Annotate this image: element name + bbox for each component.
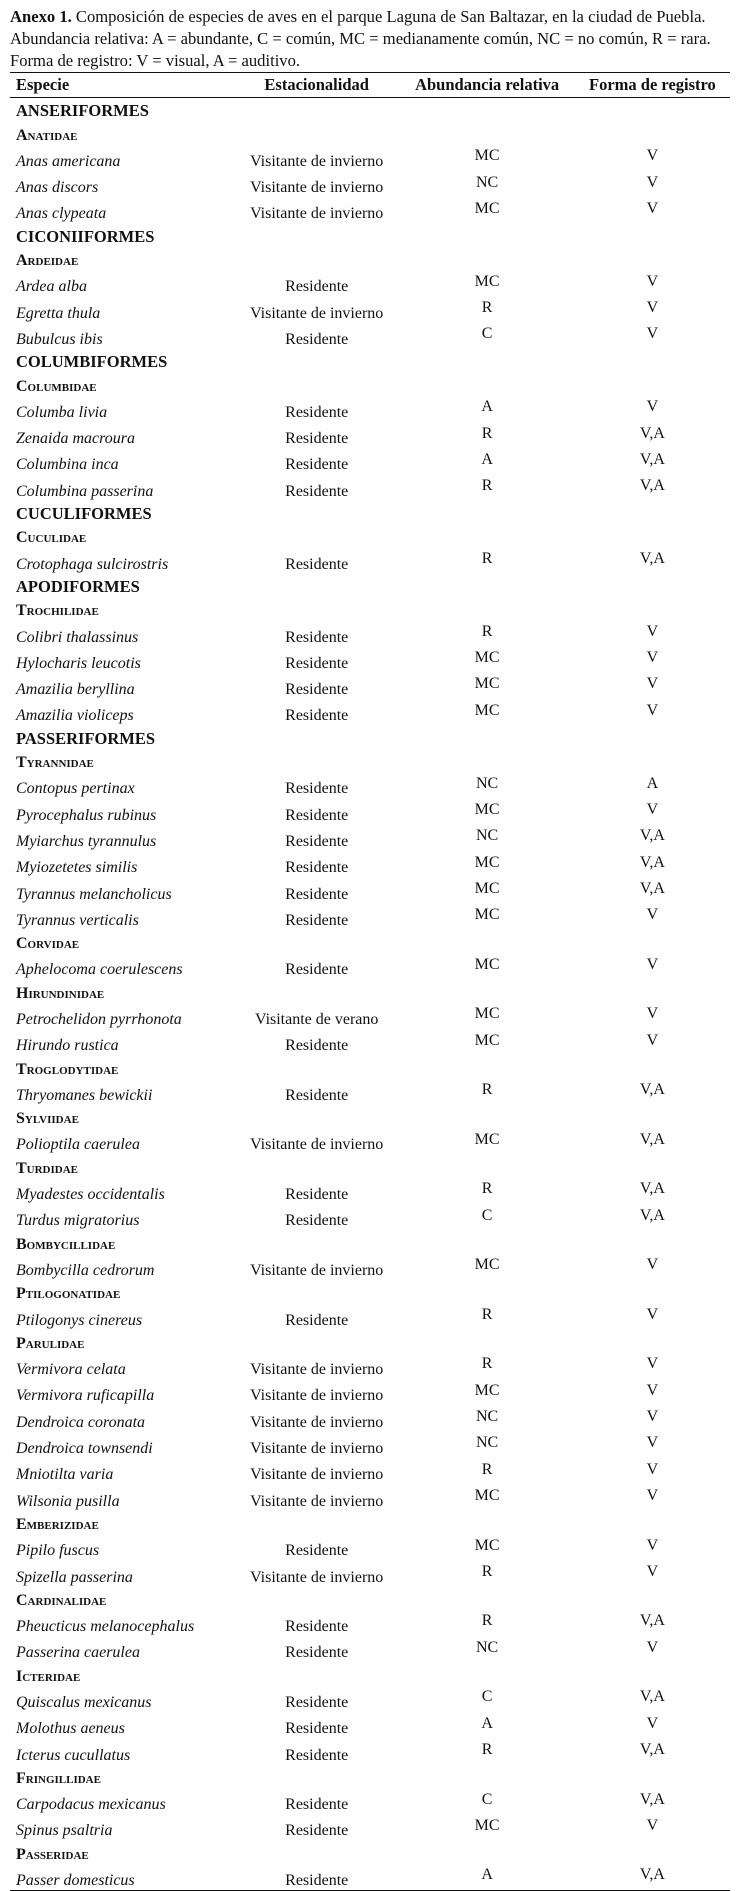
family-row xyxy=(10,372,730,395)
abundance: NC xyxy=(476,774,499,792)
abundance: R xyxy=(481,549,493,567)
seasonality: Residente xyxy=(285,1746,349,1764)
order-name: CUCULIFORMES xyxy=(16,504,152,524)
species-row xyxy=(10,798,730,824)
record-form: V xyxy=(646,955,659,973)
record-form: V,A xyxy=(639,1688,665,1706)
family-name: Tyrannidae xyxy=(16,754,94,772)
abundance: MC xyxy=(474,1005,500,1023)
abundance: C xyxy=(481,1206,493,1224)
seasonality: Residente xyxy=(285,1086,349,1104)
seasonality: Residente xyxy=(285,911,349,929)
species-name: Amazilia violiceps xyxy=(16,707,134,725)
species-name: Vermivora ruficapilla xyxy=(16,1387,155,1405)
family-name: Emberizidae xyxy=(16,1515,99,1533)
species-row xyxy=(10,953,730,979)
abundance: MC xyxy=(474,1256,500,1274)
family-name: Ptilogonatidae xyxy=(16,1285,121,1303)
seasonality: Visitante de invierno xyxy=(250,1361,384,1379)
species-table xyxy=(10,72,730,1891)
seasonality: Visitante de invierno xyxy=(250,1492,384,1510)
seasonality: Visitante de invierno xyxy=(250,1261,384,1279)
record-form: V xyxy=(646,906,659,924)
caption-text: Composición de especies de aves en el parque Laguna de San Baltazar, en la ciudad de Puebla. Abundancia relativa: A = abundante, C = común, MC = medianamente común, NC = no común, R = rara. Forma de registro: V = visual, A = auditivo. xyxy=(10,7,711,70)
species-row xyxy=(10,1712,730,1738)
species-name: Polioptila caerulea xyxy=(16,1136,140,1154)
abundance: R xyxy=(481,1081,493,1099)
record-form: V xyxy=(646,1256,659,1274)
species-row xyxy=(10,1788,730,1814)
species-row xyxy=(10,1405,730,1431)
species-name: Columba livia xyxy=(16,403,108,421)
header-estacionalidad: Estacionalidad xyxy=(228,73,399,98)
order-name: COLUMBIFORMES xyxy=(16,352,168,372)
abundance: A xyxy=(481,398,493,416)
family-name: Cardinalidae xyxy=(16,1591,107,1609)
species-row xyxy=(10,1204,730,1230)
family-name: Hirundinidae xyxy=(16,984,105,1002)
family-row xyxy=(10,524,730,547)
family-row xyxy=(10,1154,730,1177)
seasonality: Visitante de invierno xyxy=(250,1387,384,1405)
species-row xyxy=(10,1003,730,1029)
species-name: Dendroica townsendi xyxy=(16,1440,153,1458)
species-row xyxy=(10,1128,730,1154)
abundance: C xyxy=(481,325,493,343)
family-name: Trochilidae xyxy=(16,602,99,620)
abundance: MC xyxy=(474,649,500,667)
species-name: Quiscalus mexicanus xyxy=(16,1694,152,1711)
seasonality: Residente xyxy=(285,278,349,296)
species-name: Myiarchus tyrannulus xyxy=(16,832,157,850)
species-row xyxy=(10,323,730,349)
order-name: APODIFORMES xyxy=(16,576,140,596)
species-row xyxy=(10,547,730,573)
record-form: V xyxy=(646,1816,659,1834)
record-form: V,A xyxy=(639,1740,665,1758)
seasonality: Residente xyxy=(285,330,349,348)
species-row xyxy=(10,877,730,903)
species-name: Petrochelidon pyrrhonota xyxy=(16,1010,182,1028)
record-form: V xyxy=(646,147,659,165)
record-form: V,A xyxy=(639,424,665,442)
abundance: MC xyxy=(474,199,500,217)
record-form: V,A xyxy=(639,1206,665,1224)
species-name: Spinus psaltria xyxy=(16,1822,113,1840)
species-name: Anas americana xyxy=(16,152,121,170)
seasonality: Residente xyxy=(285,1694,349,1711)
species-name: Anas discors xyxy=(16,179,99,197)
abundance: R xyxy=(481,477,493,495)
family-name: Turdidae xyxy=(16,1159,79,1177)
species-name: Amazilia beryllina xyxy=(16,681,135,699)
species-name: Crotophaga sulcirostris xyxy=(16,555,169,573)
record-form: V xyxy=(646,1031,659,1049)
species-row xyxy=(10,171,730,197)
seasonality: Residente xyxy=(285,1311,349,1329)
abundance: MC xyxy=(474,1536,500,1554)
species-name: Zenaida macroura xyxy=(16,430,135,448)
family-name: Ardeidae xyxy=(16,252,79,270)
abundance: MC xyxy=(474,853,500,871)
species-name: Bombycilla cedrorum xyxy=(16,1261,155,1279)
header-especie: Especie xyxy=(10,73,228,98)
family-name: Columbidae xyxy=(16,377,97,395)
seasonality: Residente xyxy=(285,403,349,421)
record-form: V,A xyxy=(639,1130,665,1148)
abundance: C xyxy=(481,1688,493,1706)
record-form: V,A xyxy=(639,879,665,897)
family-name: Fringillidae xyxy=(16,1769,101,1787)
species-name: Columbina passerina xyxy=(16,482,154,500)
record-form: V xyxy=(646,1434,659,1452)
species-row xyxy=(10,145,730,171)
record-form: V,A xyxy=(639,1180,665,1198)
family-row xyxy=(10,930,730,953)
record-form: V,A xyxy=(569,1864,730,1891)
abundance: A xyxy=(481,1714,493,1732)
species-row xyxy=(10,1178,730,1204)
seasonality: Visitante de verano xyxy=(254,1010,379,1028)
species-row xyxy=(10,1079,730,1105)
family-row xyxy=(10,1280,730,1303)
family-name: Parulidae xyxy=(16,1334,85,1352)
species-row xyxy=(10,1738,730,1764)
record-form: V,A xyxy=(639,1612,665,1630)
species-name: Anas clypeata xyxy=(16,205,107,223)
header-forma-registro: Forma de registro xyxy=(569,73,730,98)
seasonality: Residente xyxy=(285,885,349,903)
species-name: Carpodacus mexicanus xyxy=(16,1796,166,1814)
species-row xyxy=(10,1303,730,1329)
species-name: Passer domesticus xyxy=(10,1864,228,1891)
family-row xyxy=(10,1055,730,1078)
order-name: ANSERIFORMES xyxy=(16,101,149,121)
family-row xyxy=(10,749,730,772)
seasonality: Visitante de invierno xyxy=(250,1568,384,1586)
seasonality: Residente xyxy=(285,707,349,725)
record-form: V xyxy=(646,1486,659,1504)
order-name: PASSERIFORMES xyxy=(16,728,156,748)
species-name: Thryomanes bewickii xyxy=(16,1086,153,1104)
seasonality: Residente xyxy=(285,1212,349,1230)
abundance: MC xyxy=(474,1486,500,1504)
species-name: Bubulcus ibis xyxy=(16,330,103,348)
species-name: Passerina caerulea xyxy=(16,1644,140,1662)
seasonality: Residente xyxy=(285,859,349,877)
abundance: R xyxy=(481,1562,493,1580)
species-name: Vermivora celata xyxy=(16,1361,126,1379)
record-form: V xyxy=(646,649,659,667)
seasonality: Residente xyxy=(285,1796,349,1814)
seasonality: Visitante de invierno xyxy=(250,205,384,223)
abundance: MC xyxy=(474,1130,500,1148)
family-row xyxy=(10,1105,730,1128)
family-row xyxy=(10,1587,730,1610)
species-row xyxy=(10,1254,730,1280)
species-row xyxy=(10,1560,730,1586)
record-form: V xyxy=(646,1381,659,1399)
seasonality: Visitante de invierno xyxy=(250,1136,384,1154)
record-form: V,A xyxy=(639,477,665,495)
header-row xyxy=(10,73,730,98)
seasonality: Residente xyxy=(285,806,349,824)
family-row xyxy=(10,1840,730,1863)
family-name: Anatidae xyxy=(16,126,78,144)
seasonality: Visitante de invierno xyxy=(250,152,384,170)
species-row xyxy=(10,825,730,851)
record-form: A xyxy=(646,774,659,792)
species-row xyxy=(10,1432,730,1458)
record-form: V xyxy=(646,1460,659,1478)
species-name: Contopus pertinax xyxy=(16,780,135,798)
record-form: V,A xyxy=(639,450,665,468)
abundance: NC xyxy=(476,173,499,191)
abundance: MC xyxy=(474,1381,500,1399)
family-row xyxy=(10,1511,730,1534)
abundance: R xyxy=(481,1740,493,1758)
family-row xyxy=(10,1662,730,1685)
species-row xyxy=(10,1353,730,1379)
abundance: R xyxy=(481,1612,493,1630)
seasonality: Residente xyxy=(228,1864,399,1891)
species-row xyxy=(10,1484,730,1510)
species-name: Icterus cucullatus xyxy=(16,1746,131,1764)
species-row xyxy=(10,1864,730,1891)
seasonality: Residente xyxy=(285,1644,349,1662)
abundance: MC xyxy=(474,955,500,973)
abundance: MC xyxy=(474,906,500,924)
family-row xyxy=(10,597,730,620)
seasonality: Residente xyxy=(285,654,349,672)
record-form: V,A xyxy=(639,1790,665,1808)
species-row xyxy=(10,474,730,500)
species-row xyxy=(10,1686,730,1712)
species-row xyxy=(10,904,730,930)
seasonality: Residente xyxy=(285,1618,349,1636)
family-row xyxy=(10,1765,730,1788)
species-row xyxy=(10,1610,730,1636)
seasonality: Residente xyxy=(285,628,349,646)
species-name: Ardea alba xyxy=(16,278,87,296)
species-row xyxy=(10,1534,730,1560)
family-row xyxy=(10,121,730,144)
header-abundancia: Abundancia relativa xyxy=(399,73,568,98)
species-name: Ptilogonys cinereus xyxy=(16,1311,143,1329)
species-row xyxy=(10,851,730,877)
family-row xyxy=(10,247,730,270)
abundance: R xyxy=(481,622,493,640)
family-name: Icteridae xyxy=(16,1667,81,1685)
species-row xyxy=(10,1814,730,1840)
species-name: Molothus aeneus xyxy=(16,1720,125,1738)
seasonality: Residente xyxy=(285,1720,349,1738)
species-name: Spizella passerina xyxy=(16,1568,133,1586)
record-form: V xyxy=(646,1714,659,1732)
table-caption xyxy=(10,6,728,72)
seasonality: Residente xyxy=(285,1542,349,1560)
seasonality: Residente xyxy=(285,961,349,979)
species-name: Turdus migratorius xyxy=(16,1212,140,1230)
seasonality: Residente xyxy=(285,1822,349,1840)
species-row xyxy=(10,1458,730,1484)
order-row xyxy=(10,98,730,122)
family-name: Bombycillidae xyxy=(16,1235,116,1253)
record-form: V xyxy=(646,1305,659,1323)
species-row xyxy=(10,1029,730,1055)
seasonality: Residente xyxy=(285,555,349,573)
record-form: V xyxy=(646,325,659,343)
species-name: Colibri thalassinus xyxy=(16,628,139,646)
species-name: Egretta thula xyxy=(16,304,101,322)
family-row xyxy=(10,1330,730,1353)
seasonality: Visitante de invierno xyxy=(250,1413,384,1431)
record-form: V xyxy=(646,1536,659,1554)
caption-label: Anexo 1. xyxy=(10,7,72,26)
abundance: MC xyxy=(474,1816,500,1834)
species-name: Pyrocephalus rubinus xyxy=(16,806,157,824)
abundance: MC xyxy=(474,147,500,165)
species-name: Tyrannus melancholicus xyxy=(16,885,172,903)
order-row xyxy=(10,574,730,597)
order-row xyxy=(10,501,730,524)
abundance: R xyxy=(481,299,493,317)
species-row xyxy=(10,396,730,422)
abundance: R xyxy=(481,424,493,442)
order-row xyxy=(10,725,730,748)
species-row xyxy=(10,296,730,322)
abundance: NC xyxy=(476,1408,499,1426)
family-name: Sylviidae xyxy=(16,1110,79,1128)
species-row xyxy=(10,620,730,646)
seasonality: Visitante de invierno xyxy=(250,1440,384,1458)
record-form: V xyxy=(646,800,659,818)
family-name: Troglodytidae xyxy=(16,1060,119,1078)
species-row xyxy=(10,1636,730,1662)
abundance: MC xyxy=(474,272,500,290)
record-form: V xyxy=(646,622,659,640)
abundance: A xyxy=(399,1864,568,1891)
abundance: NC xyxy=(476,827,499,845)
family-row xyxy=(10,1230,730,1253)
species-name: Mniotilta varia xyxy=(16,1466,114,1484)
record-form: V xyxy=(646,675,659,693)
record-form: V,A xyxy=(639,827,665,845)
record-form: V xyxy=(646,1355,659,1373)
abundance: R xyxy=(481,1305,493,1323)
species-row xyxy=(10,647,730,673)
seasonality: Residente xyxy=(285,456,349,474)
abundance: MC xyxy=(474,1031,500,1049)
species-name: Aphelocoma coerulescens xyxy=(16,961,183,979)
seasonality: Visitante de invierno xyxy=(250,1466,384,1484)
species-name: Tyrannus verticalis xyxy=(16,911,139,929)
species-name: Hirundo rustica xyxy=(16,1037,119,1055)
abundance: MC xyxy=(474,879,500,897)
order-name: CICONIIFORMES xyxy=(16,226,155,246)
family-name: Passeridae xyxy=(16,1845,89,1863)
species-row xyxy=(10,1379,730,1405)
species-name: Pheucticus melanocephalus xyxy=(16,1618,195,1636)
species-name: Wilsonia pusilla xyxy=(16,1492,120,1510)
species-name: Dendroica coronata xyxy=(16,1413,146,1431)
record-form: V xyxy=(646,1005,659,1023)
abundance: MC xyxy=(474,800,500,818)
abundance: C xyxy=(481,1790,493,1808)
record-form: V xyxy=(646,299,659,317)
abundance: R xyxy=(481,1355,493,1373)
seasonality: Visitante de invierno xyxy=(250,179,384,197)
record-form: V xyxy=(646,1638,659,1656)
species-row xyxy=(10,699,730,725)
seasonality: Residente xyxy=(285,1186,349,1204)
seasonality: Residente xyxy=(285,780,349,798)
order-row xyxy=(10,349,730,372)
species-row xyxy=(10,270,730,296)
seasonality: Residente xyxy=(285,832,349,850)
abundance: MC xyxy=(474,675,500,693)
abundance: R xyxy=(481,1460,493,1478)
record-form: V xyxy=(646,1562,659,1580)
seasonality: Residente xyxy=(285,482,349,500)
species-row xyxy=(10,448,730,474)
species-name: Myiozetetes similis xyxy=(16,859,138,877)
record-form: V,A xyxy=(639,549,665,567)
record-form: V xyxy=(646,701,659,719)
seasonality: Residente xyxy=(285,681,349,699)
abundance: MC xyxy=(474,701,500,719)
table-body xyxy=(10,98,730,1891)
family-name: Corvidae xyxy=(16,935,80,953)
order-row xyxy=(10,223,730,246)
record-form: V xyxy=(646,398,659,416)
record-form: V xyxy=(646,199,659,217)
family-name: Cuculidae xyxy=(16,529,87,547)
seasonality: Visitante de invierno xyxy=(250,304,384,322)
species-name: Hylocharis leucotis xyxy=(16,654,141,672)
species-name: Myadestes occidentalis xyxy=(16,1186,165,1204)
record-form: V xyxy=(646,173,659,191)
seasonality: Residente xyxy=(285,1037,349,1055)
abundance: NC xyxy=(476,1638,499,1656)
species-name: Pipilo fuscus xyxy=(16,1542,100,1560)
record-form: V,A xyxy=(639,853,665,871)
species-row xyxy=(10,422,730,448)
species-row xyxy=(10,197,730,223)
species-name: Columbina inca xyxy=(16,456,119,474)
family-row xyxy=(10,979,730,1002)
seasonality: Residente xyxy=(285,430,349,448)
record-form: V xyxy=(646,1408,659,1426)
record-form: V,A xyxy=(639,1081,665,1099)
abundance: R xyxy=(481,1180,493,1198)
species-row xyxy=(10,772,730,798)
abundance: A xyxy=(481,450,493,468)
species-row xyxy=(10,673,730,699)
record-form: V xyxy=(646,272,659,290)
abundance: NC xyxy=(476,1434,499,1452)
